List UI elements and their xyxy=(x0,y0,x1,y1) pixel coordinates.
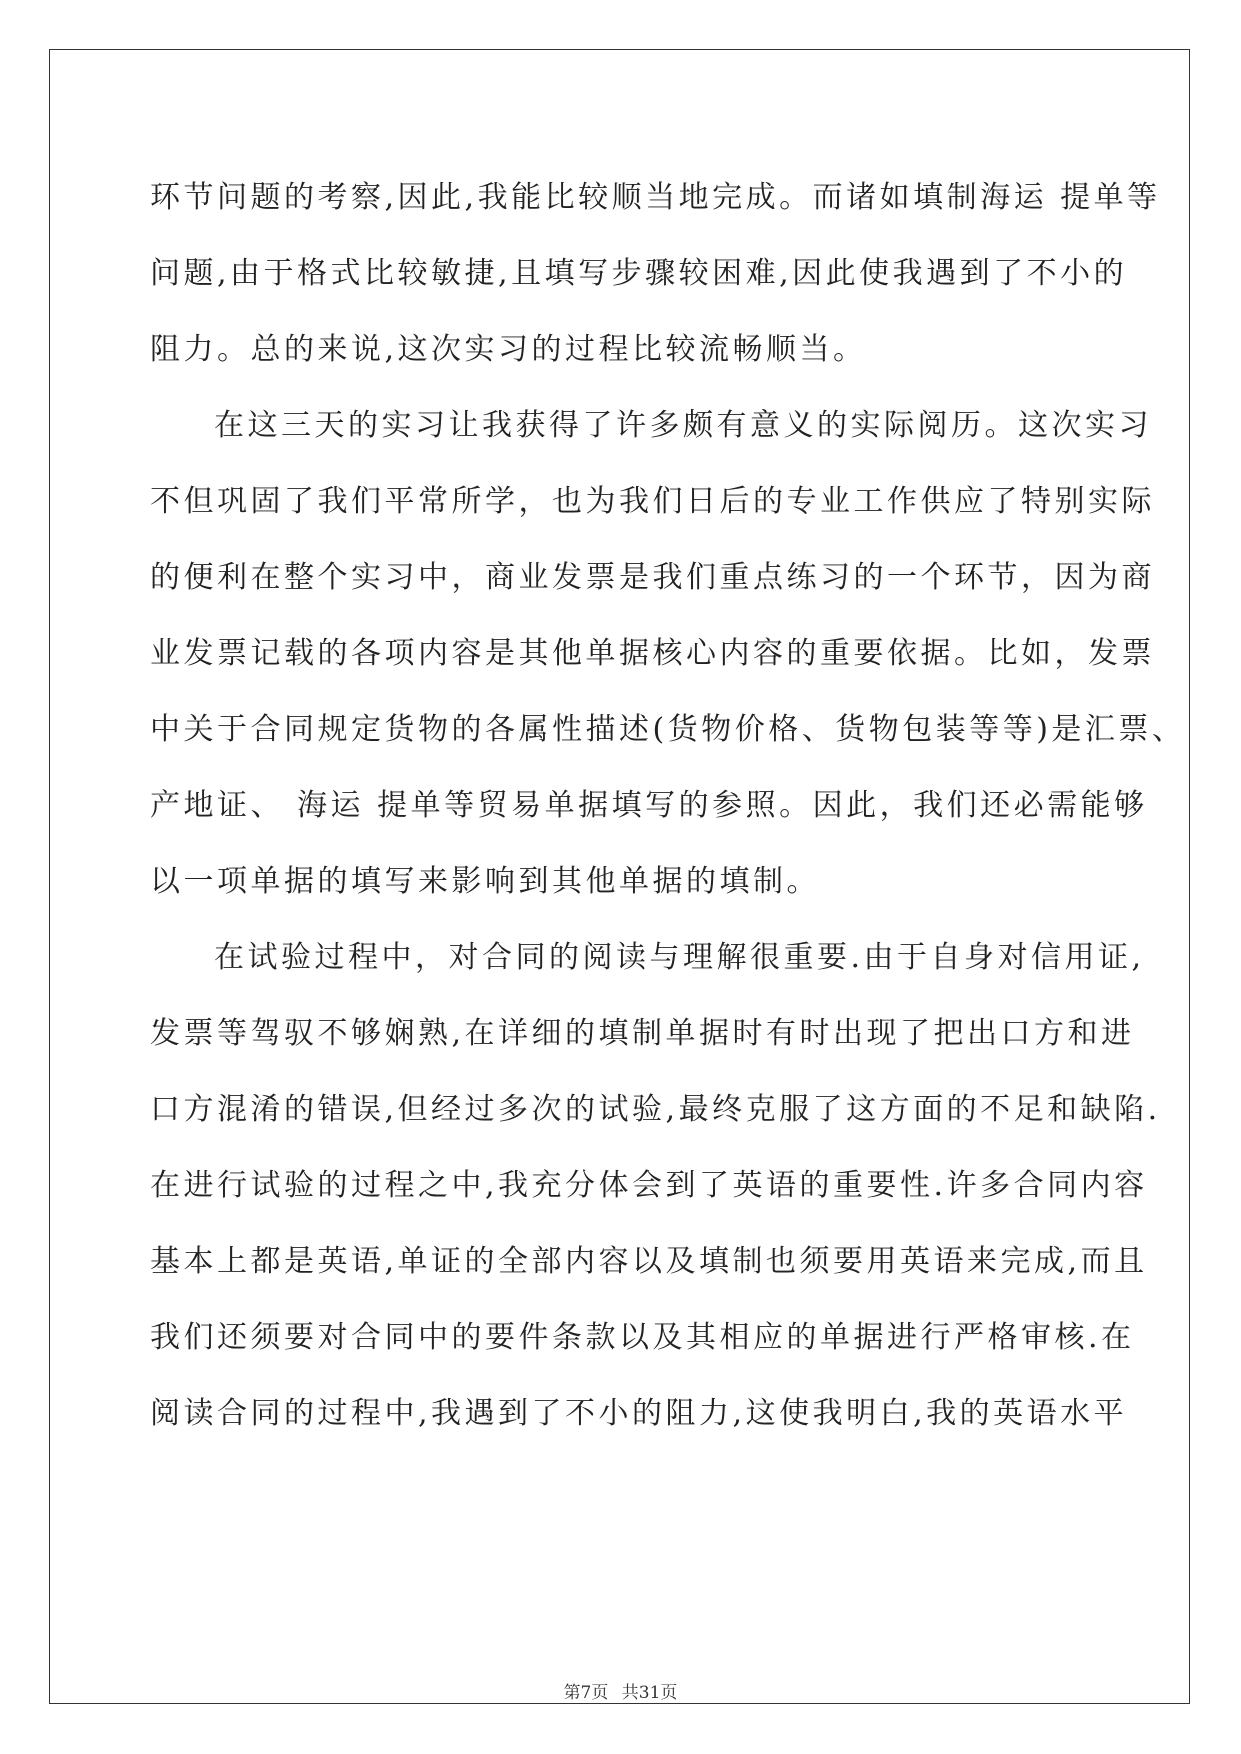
text-line: 在试验过程中，对合同的阅读与理解很重要.由于自身对信用证, xyxy=(214,940,1145,975)
text-line: 以一项单据的填写来影响到其他单据的填制。 xyxy=(150,864,820,899)
text-line: 口方混淆的错误,但经过多次的试验,最终克服了这方面的不足和缺陷. xyxy=(150,1092,1161,1127)
text-line: 中关于合同规定货物的各属性描述(货物价格、货物包装等等)是汇票、 xyxy=(150,712,1186,747)
text-line: 不但巩固了我们平常所学，也为我们日后的专业工作供应了特别实际 xyxy=(150,484,1155,519)
text-line: 环节问题的考察,因此,我能比较顺当地完成。而诸如填制海运 提单等 xyxy=(150,180,1161,215)
text-line: 发票等驾驭不够娴熟,在详细的填制单据时有时出现了把出口方和进 xyxy=(150,1016,1135,1051)
text-line: 阅读合同的过程中,我遇到了不小的阻力,这使我明白,我的英语水平 xyxy=(150,1396,1128,1431)
page-total: 共31页 xyxy=(621,1683,678,1703)
text-line: 的便利在整个实习中，商业发票是我们重点练习的一个环节，因为商 xyxy=(150,560,1155,595)
document-body xyxy=(150,160,1186,1452)
text-line: 我们还须要对合同中的要件条款以及其相应的单据进行严格审核.在 xyxy=(150,1320,1135,1355)
page-footer xyxy=(0,1678,1241,1703)
text-line: 在进行试验的过程之中,我充分体会到了英语的重要性.许多合同内容 xyxy=(150,1168,1148,1203)
text-line: 阻力。总的来说,这次实习的过程比较流畅顺当。 xyxy=(150,332,867,367)
text-line: 基本上都是英语,单证的全部内容以及填制也须要用英语来完成,而且 xyxy=(150,1244,1148,1279)
text-line: 业发票记载的各项内容是其他单据核心内容的重要依据。比如，发票 xyxy=(150,636,1155,671)
page-number: 第7页 xyxy=(563,1683,609,1703)
text-line: 在这三天的实习让我获得了许多颇有意义的实际阅历。这次实习 xyxy=(214,408,1152,443)
text-line: 产地证、 海运 提单等贸易单据填写的参照。因此，我们还必需能够 xyxy=(150,788,1148,823)
text-line: 问题,由于格式比较敏捷,且填写步骤较困难,因此使我遇到了不小的 xyxy=(150,256,1128,291)
